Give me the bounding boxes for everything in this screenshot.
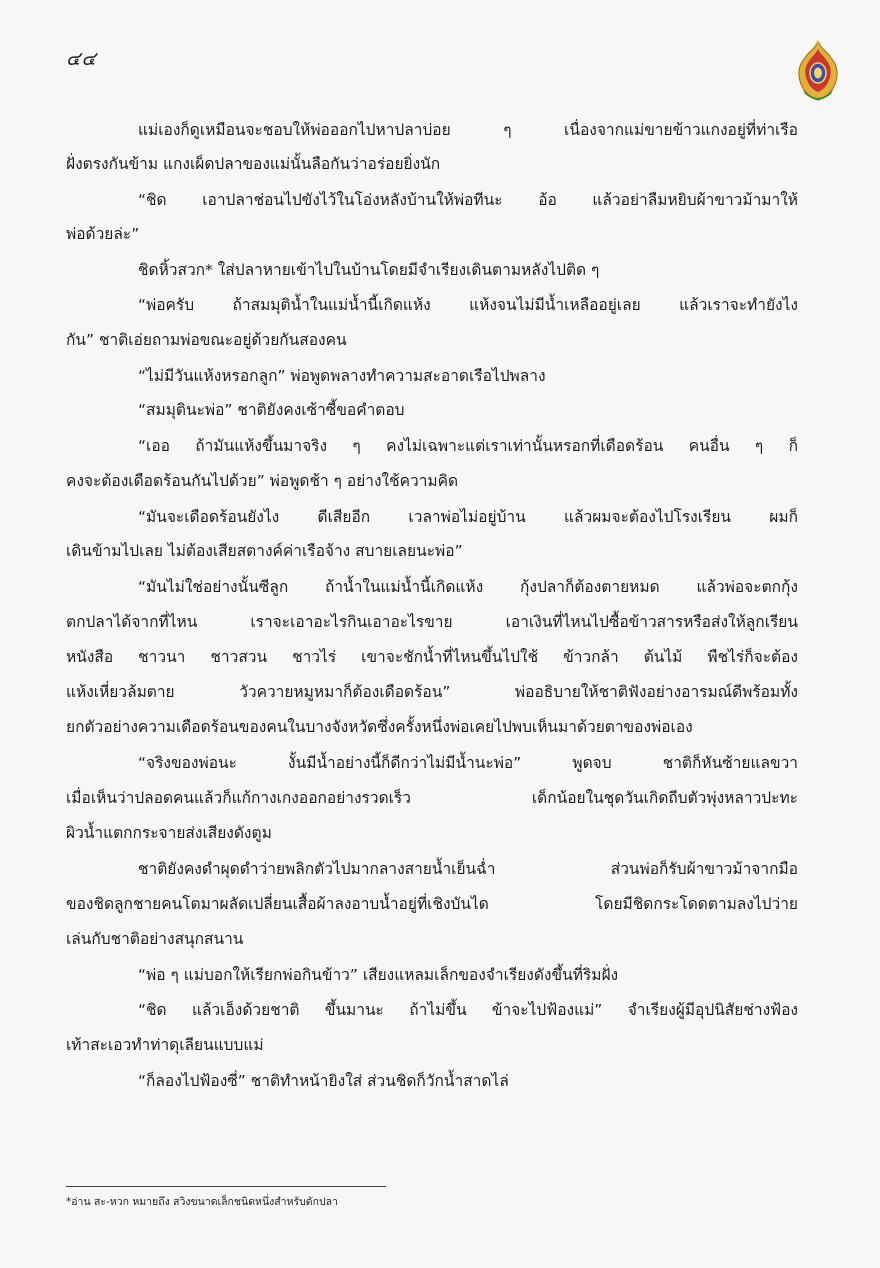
text-line: พ่อด้วยล่ะ”: [66, 225, 140, 243]
page-number: ๔๔: [66, 48, 97, 70]
text-line: ของชิดลูกชายคนโตมาผลัดเปลี่ยนเสื้อผ้าลงอาบน้ำอยู่ที่เชิงบันได โดยมีชิดกระโดดตามลงไปว่าย: [66, 895, 798, 913]
text-line: “ชิด แล้วเอ็งด้วยชาติ ขึ้นมานะ ถ้าไม่ขึ้น ข้าจะไปฟ้องแม่” จำเรียงผู้มีอุปนิสัยช่างฟ้อง: [138, 1001, 798, 1019]
text-line: “ไม่มีวันแห้งหรอกลูก” พ่อพูดพลางทำความสะอาดเรือไปพลาง: [138, 367, 546, 385]
text-line: “ชิด เอาปลาช่อนไปขังไว้ในโอ่งหลังบ้านให้พ่อทีนะ อ้อ แล้วอย่าลืมหยิบผ้าขาวม้ามาให้: [138, 191, 798, 209]
text-line: เล่นกับชาติอย่างสนุกสนาน: [66, 930, 244, 948]
text-line: แม่เองก็ดูเหมือนจะชอบให้พ่อออกไปหาปลาบ่อย ๆ เนื่องจากแม่ขายข้าวแกงอยู่ที่ท่าเรือ: [138, 121, 798, 139]
text-line: “สมมุตินะพ่อ” ชาติยังคงเซ้าซี้ขอคำตอบ: [138, 401, 405, 419]
text-line: “จริงของพ่อนะ งั้นมีน้ำอย่างนี้ก็ดีกว่าไม่มีน้ำนะพ่อ” พูดจบ ชาติก็หันซ้ายแลขวา: [138, 754, 798, 772]
text-line: เมื่อเห็นว่าปลอดคนแล้วก็แก้กางเกงออกอย่างรวดเร็ว เด็กน้อยในชุดวันเกิดถีบตัวพุ่งหลาวปะทะ: [66, 789, 798, 807]
text-line: “มันจะเดือดร้อนยังไง ดีเสียอีก เวลาพ่อไม่อยู่บ้าน แล้วผมจะต้องไปโรงเรียน ผมก็: [138, 508, 798, 526]
text-line: แห้งเหี่ยวล้มตาย วัวควายหมูหมาก็ต้องเดือดร้อน” พ่ออธิบายให้ชาติฟังอย่างอารมณ์ดีพร้อมทั้ง: [66, 683, 798, 701]
text-line: ฝั่งตรงกันข้าม แกงเผ็ดปลาของแม่นั้นลือกันว่าอร่อยยิ่งนัก: [66, 155, 441, 173]
text-line: ตกปลาได้จากที่ไหน เราจะเอาอะไรกินเอาอะไรขาย เอาเงินที่ไหนไปซื้อข้าวสารหรือส่งให้ลูกเรียน: [66, 613, 798, 631]
text-line: คงจะต้องเดือดร้อนกันไปด้วย” พ่อพูดช้า ๆ อย่างใช้ความคิด: [66, 472, 459, 490]
text-line: ยกตัวอย่างความเดือดร้อนของคนในบางจังหวัดซึ่งครั้งหนึ่งพ่อเคยไปพบเห็นมาด้วยตาของพ่อเอง: [66, 718, 693, 736]
text-line: เดินข้ามไปเลย ไม่ต้องเสียสตางค์ค่าเรือจ้าง สบายเลยนะพ่อ”: [66, 542, 463, 560]
text-line: “เออ ถ้ามันแห้งขึ้นมาจริง ๆ คงไม่เฉพาะแต่เราเท่านั้นหรอกที่เดือดร้อน คนอื่น ๆ ก็: [138, 437, 798, 455]
footnote-divider: [66, 1186, 386, 1187]
text-line: “ก็ลองไปฟ้องซี่” ชาติทำหน้ายิงใส่ ส่วนชิดก็วักน้ำสาดไล่: [138, 1072, 509, 1090]
text-line: ชิดหิ้วสวก* ใส่ปลาหายเข้าไปในบ้านโดยมีจำเรียงเดินตามหลังไปติด ๆ: [138, 261, 600, 279]
text-line: “พ่อ ๆ แม่บอกให้เรียกพ่อกินข้าว” เสียงแหลมเล็กของจำเรียงดังขึ้นที่ริมฝั่ง: [138, 966, 619, 984]
text-line: ผิวน้ำแตกกระจายส่งเสียงดังตูม: [66, 824, 272, 842]
text-line: กัน” ชาติเอ่ยถามพ่อขณะอยู่ด้วยกันสองคน: [66, 331, 347, 349]
text-line: หนังสือ ชาวนา ชาวสวน ชาวไร่ เขาจะชักน้ำที่ไหนขึ้นไปใช้ ข้าวกล้า ต้นไม้ พืชไร่ก็จะต้อง: [66, 648, 798, 666]
royal-emblem-icon: [795, 40, 841, 102]
text-line: “มันไม่ใช่อย่างนั้นซีลูก ถ้าน้ำในแม่น้ำนี้เกิดแห้ง กุ้งปลาก็ต้องตายหมด แล้วพ่อจะตกกุ้ง: [138, 578, 798, 596]
text-line: เท้าสะเอวทำท่าดุเลียนแบบแม่: [66, 1036, 264, 1054]
text-line: “พ่อครับ ถ้าสมมุติน้ำในแม่น้ำนี้เกิดแห้ง แห้งจนไม่มีน้ำเหลืออยู่เลย แล้วเราจะทำยังไง: [138, 296, 798, 314]
footnote: *อ่าน สะ-หวก หมายถึง สวิงขนาดเล็กชนิดหนึ่งสำหรับดักปลา: [66, 1196, 338, 1208]
text-line: ชาติยังคงดำผุดดำว่ายพลิกตัวไปมากลางสายน้ำเย็นฉ่ำ ส่วนพ่อก็รับผ้าขาวม้าจากมือ: [138, 860, 798, 878]
